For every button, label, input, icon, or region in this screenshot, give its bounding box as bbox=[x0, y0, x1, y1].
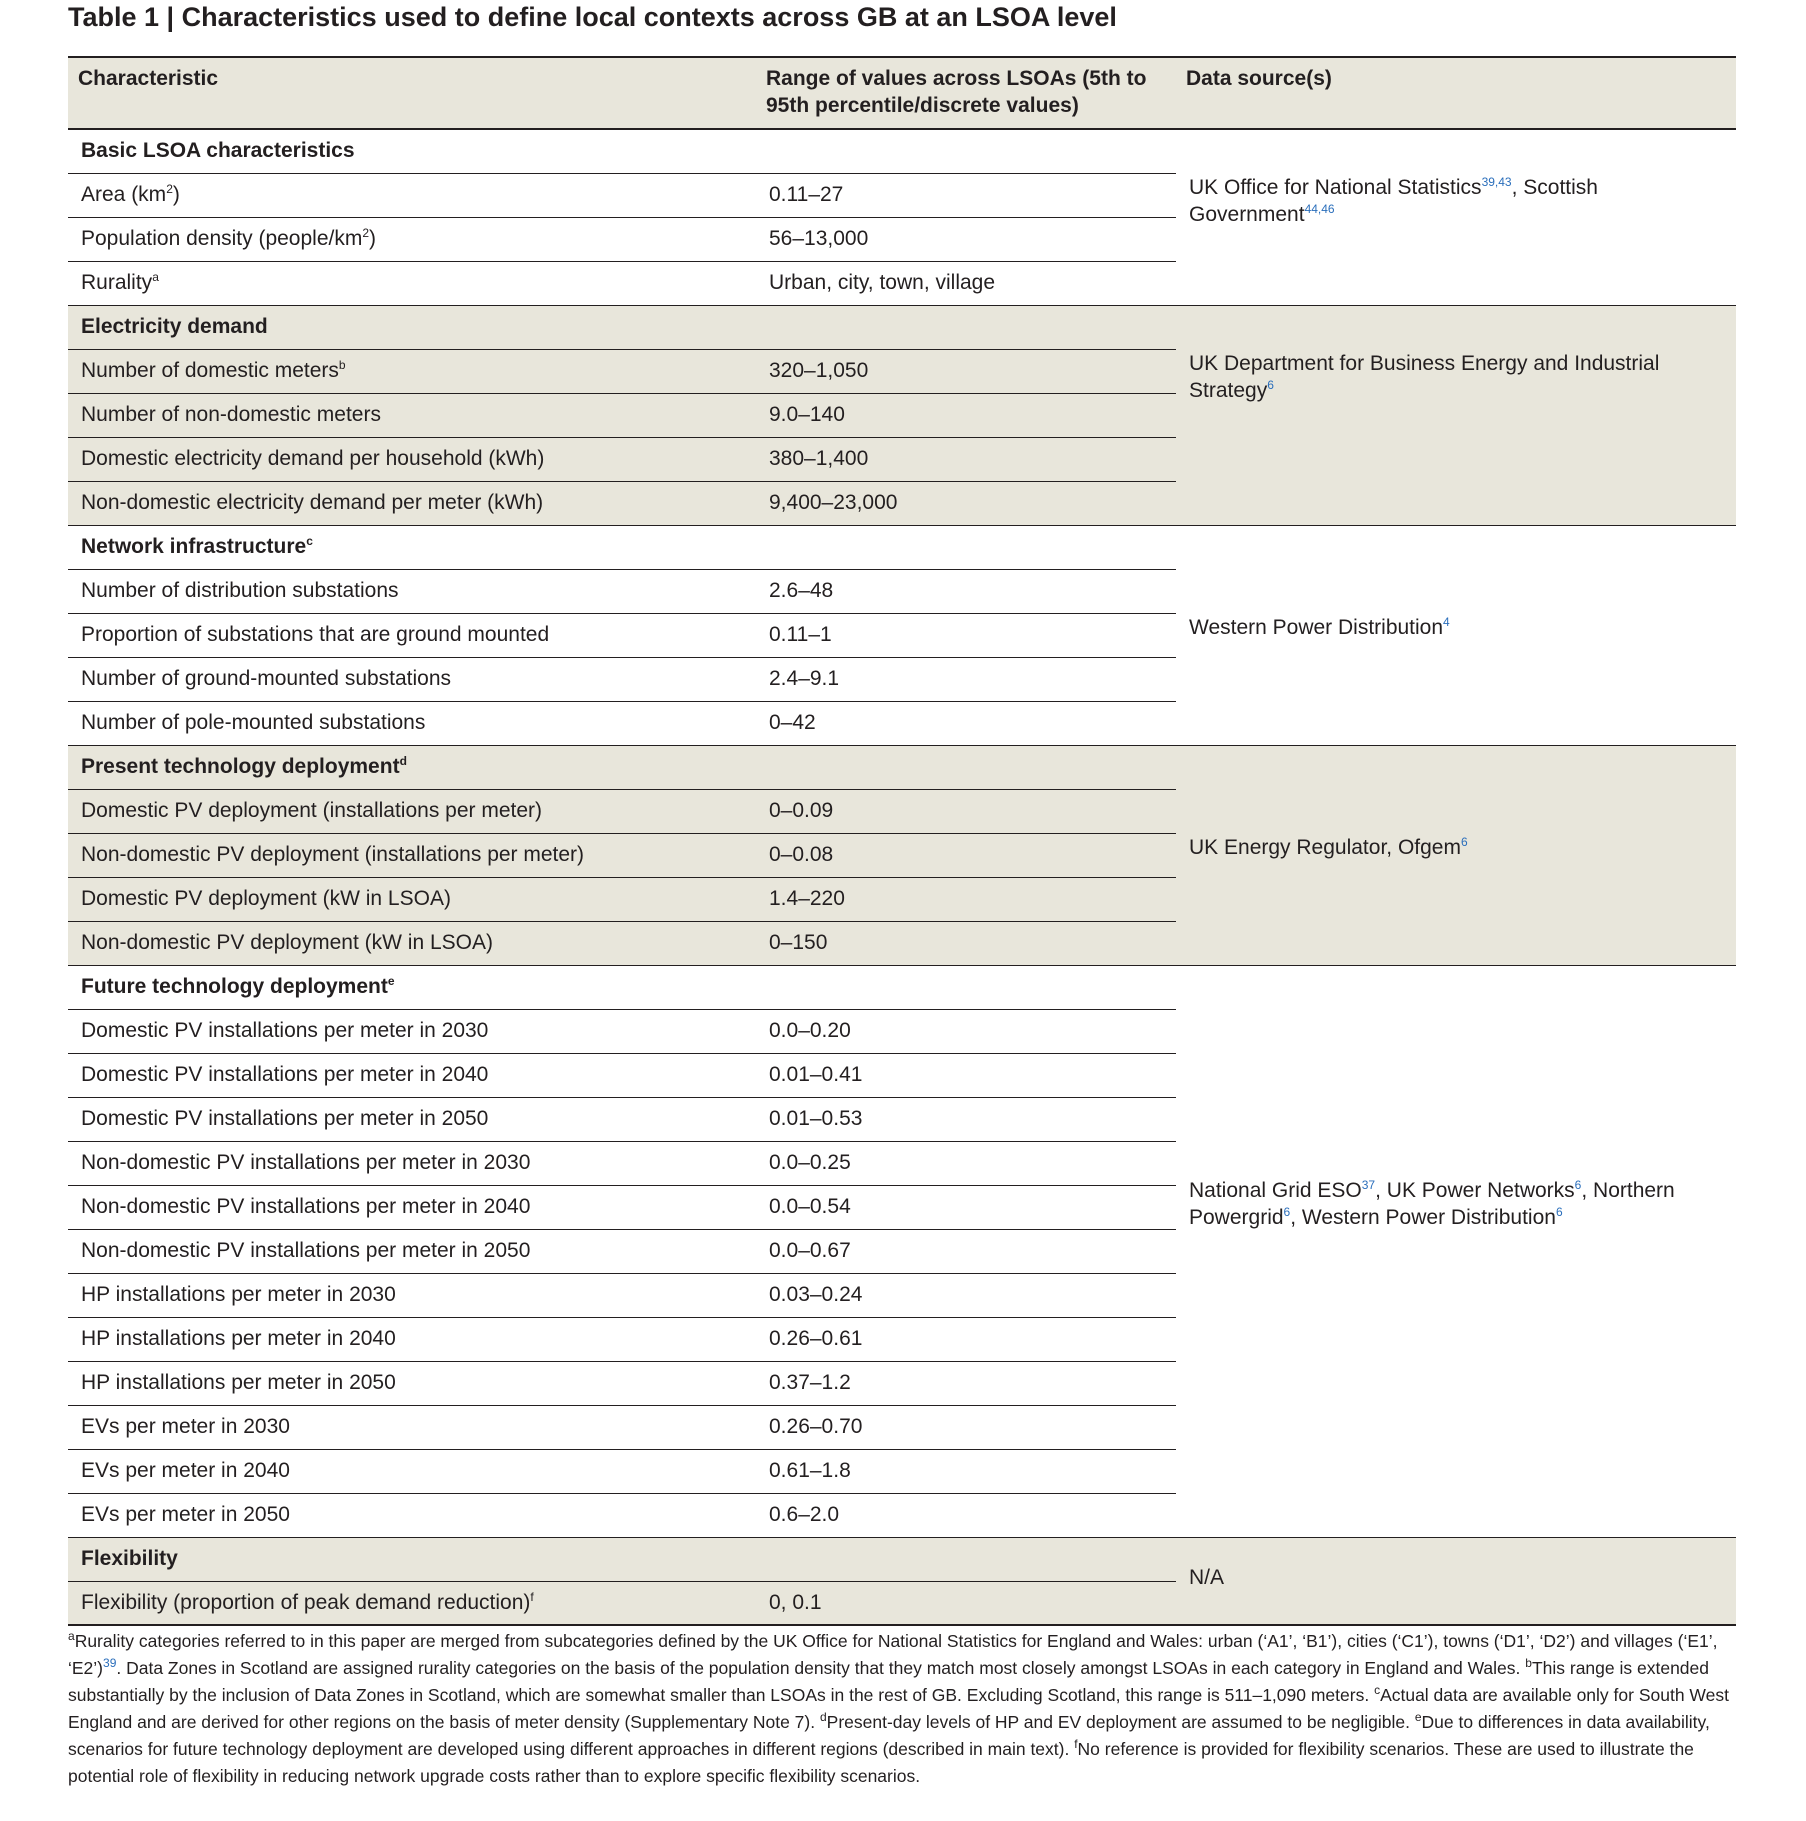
footnote-text bbox=[68, 1628, 1736, 1790]
footnote-part: Actual data are available only for South West England and are derived for other regions on the basis of meter density (Supplementary Note 7). bbox=[68, 1685, 1729, 1732]
characteristic-label: Rurality bbox=[81, 271, 153, 294]
data-source-part: N/A bbox=[1189, 1565, 1225, 1589]
characteristic-cell bbox=[68, 1493, 756, 1537]
range-value-cell: 0.37–1.2 bbox=[756, 1361, 1176, 1405]
footnote-part: . Data Zones in Scotland are assigned rurality categories on the basis of the population density that they match most closely amongst LSOAs in each category in England and Wales. bbox=[116, 1658, 1526, 1678]
characteristic-cell bbox=[68, 1009, 756, 1053]
data-source-part: National Grid ESO bbox=[1189, 1178, 1362, 1202]
characteristic-label: Non-domestic PV installations per meter in 2040 bbox=[81, 1195, 531, 1218]
characteristic-cell bbox=[68, 1405, 756, 1449]
footnote-part: Rurality categories referred to in this paper are merged from subcategories defined by the UK Office for National Statistics for England and Wales: urban (‘A1’, ‘B1’), cities (‘C1’), towns (‘D1’, ‘D2’) and villages (‘E1’, ‘E2’) bbox=[68, 1631, 1718, 1678]
section-title-text: Basic LSOA characteristics bbox=[81, 139, 355, 163]
characteristics-table bbox=[68, 56, 1736, 1626]
data-source-text bbox=[1189, 526, 1716, 641]
characteristic-label: Domestic PV deployment (installations per meter) bbox=[81, 799, 543, 822]
range-value-cell: 9,400–23,000 bbox=[756, 481, 1176, 525]
range-value-cell: 0.26–0.61 bbox=[756, 1317, 1176, 1361]
range-value-cell: 2.6–48 bbox=[756, 569, 1176, 613]
characteristic-cell bbox=[68, 657, 756, 701]
characteristic-label: Number of pole-mounted substations bbox=[81, 711, 426, 734]
range-value-cell: 9.0–140 bbox=[756, 393, 1176, 437]
section-range-empty bbox=[756, 525, 1176, 569]
data-source-text bbox=[1189, 746, 1716, 861]
range-value-cell: 2.4–9.1 bbox=[756, 657, 1176, 701]
header-range: Range of values across LSOAs (5th to 95th percentile/discrete values) bbox=[756, 57, 1176, 129]
characteristic-superscript: b bbox=[338, 358, 346, 372]
characteristic-label: Domestic PV deployment (kW in LSOA) bbox=[81, 887, 451, 910]
characteristic-cell bbox=[68, 1273, 756, 1317]
characteristic-label: Number of domestic meters bbox=[81, 359, 339, 382]
characteristic-label: EVs per meter in 2030 bbox=[81, 1415, 290, 1438]
characteristic-label: Non-domestic PV deployment (kW in LSOA) bbox=[81, 931, 493, 954]
characteristic-cell bbox=[68, 1229, 756, 1273]
data-source-part: , Northern Powergrid bbox=[1189, 1178, 1675, 1229]
footnote-mark: e bbox=[1414, 1710, 1422, 1725]
range-value-cell: 0–150 bbox=[756, 921, 1176, 965]
characteristic-label: Domestic electricity demand per household (kWh) bbox=[81, 447, 545, 470]
section-row bbox=[68, 525, 1736, 569]
characteristic-cell bbox=[68, 921, 756, 965]
data-source-cell bbox=[1176, 1537, 1736, 1625]
characteristic-cell bbox=[68, 393, 756, 437]
data-source-text bbox=[1189, 1538, 1716, 1591]
reference-number: 6 bbox=[1267, 377, 1274, 392]
section-title-text: Flexibility bbox=[81, 1547, 178, 1570]
header-source: Data source(s) bbox=[1176, 57, 1736, 129]
data-source-cell bbox=[1176, 129, 1736, 305]
characteristic-cell bbox=[68, 1581, 756, 1625]
data-source-cell bbox=[1176, 745, 1736, 965]
characteristic-cell bbox=[68, 613, 756, 657]
characteristic-label: Non-domestic electricity demand per meter (kWh) bbox=[81, 491, 544, 514]
footnote-part: Present-day levels of HP and EV deployment are assumed to be negligible. bbox=[826, 1712, 1415, 1732]
characteristic-cell bbox=[68, 877, 756, 921]
section-title-text: Present technology deployment bbox=[81, 755, 400, 778]
section-range-empty bbox=[756, 1537, 1176, 1581]
characteristic-cell bbox=[68, 173, 756, 217]
characteristic-label: Area (km bbox=[81, 183, 167, 206]
range-value-cell: Urban, city, town, village bbox=[756, 261, 1176, 305]
characteristic-label: Number of distribution substations bbox=[81, 579, 399, 602]
characteristic-superscript: a bbox=[152, 270, 159, 284]
data-source-cell bbox=[1176, 525, 1736, 745]
section-range-empty bbox=[756, 745, 1176, 789]
characteristic-label: Flexibility (proportion of peak demand reduction) bbox=[81, 1590, 531, 1614]
range-value-cell: 0.6–2.0 bbox=[756, 1493, 1176, 1537]
characteristic-label: Non-domestic PV installations per meter in 2030 bbox=[81, 1151, 531, 1174]
footnote-part: This range is extended substantially by the inclusion of Data Zones in Scotland, which are somewhat smaller than LSOAs in the rest of GB. Excluding Scotland, this range is 511–1,090 meters. bbox=[68, 1658, 1710, 1705]
characteristic-cell bbox=[68, 1449, 756, 1493]
reference-number: 37 bbox=[1361, 1177, 1376, 1192]
section-title bbox=[68, 745, 756, 789]
characteristic-cell bbox=[68, 833, 756, 877]
range-value-cell: 0, 0.1 bbox=[756, 1581, 1176, 1625]
range-value-cell: 0.11–1 bbox=[756, 613, 1176, 657]
range-value-cell: 320–1,050 bbox=[756, 349, 1176, 393]
characteristic-cell bbox=[68, 1097, 756, 1141]
section-title bbox=[68, 525, 756, 569]
range-value-cell: 0.0–0.54 bbox=[756, 1185, 1176, 1229]
reference-number: 39 bbox=[103, 1656, 117, 1671]
section-row bbox=[68, 745, 1736, 789]
section-title-footnote-mark: e bbox=[387, 974, 395, 988]
section-title-text: Electricity demand bbox=[81, 315, 268, 338]
footnote-mark: d bbox=[819, 1710, 827, 1725]
section-row bbox=[68, 305, 1736, 349]
data-source-part: , Scottish Government bbox=[1189, 176, 1598, 226]
characteristic-superscript: 2 bbox=[362, 226, 370, 240]
characteristic-label: Non-domestic PV installations per meter in 2050 bbox=[81, 1239, 531, 1262]
characteristic-cell bbox=[68, 1141, 756, 1185]
characteristic-cell bbox=[68, 1317, 756, 1361]
reference-number: 6 bbox=[1460, 834, 1468, 849]
characteristic-cell bbox=[68, 701, 756, 745]
data-source-text bbox=[1189, 966, 1716, 1231]
characteristic-cell bbox=[68, 437, 756, 481]
table-header-row bbox=[68, 57, 1736, 129]
range-value-cell: 0.01–0.41 bbox=[756, 1053, 1176, 1097]
characteristic-label: Population density (people/km bbox=[81, 227, 363, 250]
footnote-part: Due to differences in data availability, scenarios for future technology deployment are developed using different approaches in different regions (described in main text). bbox=[68, 1712, 1710, 1759]
reference-number: 39,43 bbox=[1481, 175, 1512, 189]
section-title-text: Future technology deployment bbox=[81, 975, 388, 998]
section-range-empty bbox=[756, 305, 1176, 349]
reference-number: 6 bbox=[1555, 1204, 1563, 1219]
footnote-mark: f bbox=[1074, 1737, 1078, 1752]
characteristic-label: Number of ground-mounted substations bbox=[81, 667, 452, 690]
characteristic-label: EVs per meter in 2040 bbox=[81, 1459, 290, 1482]
characteristic-cell bbox=[68, 349, 756, 393]
footnote-mark: a bbox=[68, 1629, 75, 1644]
characteristic-label-suffix: ) bbox=[172, 183, 180, 206]
range-value-cell: 0.26–0.70 bbox=[756, 1405, 1176, 1449]
data-source-part: UK Office for National Statistics bbox=[1189, 176, 1482, 199]
section-title bbox=[68, 965, 756, 1009]
characteristic-cell bbox=[68, 789, 756, 833]
characteristic-cell bbox=[68, 261, 756, 305]
range-value-cell: 56–13,000 bbox=[756, 217, 1176, 261]
data-source-text bbox=[1189, 130, 1716, 228]
characteristic-label: Domestic PV installations per meter in 2030 bbox=[81, 1019, 489, 1042]
section-row bbox=[68, 129, 1736, 173]
section-title-footnote-mark: c bbox=[306, 534, 313, 548]
characteristic-cell bbox=[68, 481, 756, 525]
characteristic-cell bbox=[68, 1053, 756, 1097]
section-title bbox=[68, 305, 756, 349]
section-title bbox=[68, 129, 756, 173]
range-value-cell: 0–42 bbox=[756, 701, 1176, 745]
characteristic-label: HP installations per meter in 2030 bbox=[81, 1283, 396, 1306]
header-characteristic: Characteristic bbox=[68, 57, 756, 129]
reference-number: 44,46 bbox=[1304, 202, 1335, 216]
section-title bbox=[68, 1537, 756, 1581]
characteristic-label: Proportion of substations that are ground mounted bbox=[81, 623, 550, 646]
table-body bbox=[68, 129, 1736, 1625]
data-source-cell bbox=[1176, 305, 1736, 525]
characteristic-label: HP installations per meter in 2040 bbox=[81, 1327, 396, 1350]
data-source-part: UK Energy Regulator, Ofgem bbox=[1189, 835, 1461, 859]
range-value-cell: 380–1,400 bbox=[756, 437, 1176, 481]
data-source-part: Western Power Distribution bbox=[1189, 615, 1444, 639]
range-value-cell: 0.0–0.25 bbox=[756, 1141, 1176, 1185]
characteristic-label: Non-domestic PV deployment (installations per meter) bbox=[81, 843, 585, 866]
characteristic-label-suffix: ) bbox=[369, 227, 377, 250]
range-value-cell: 0–0.08 bbox=[756, 833, 1176, 877]
characteristic-label: Number of non-domestic meters bbox=[81, 403, 381, 426]
data-source-text bbox=[1189, 306, 1716, 404]
range-value-cell: 1.4–220 bbox=[756, 877, 1176, 921]
characteristic-cell bbox=[68, 569, 756, 613]
range-value-cell: 0.0–0.67 bbox=[756, 1229, 1176, 1273]
table-title: Table 1 | Characteristics used to define local contexts across GB at an LSOA level bbox=[68, 2, 1117, 32]
reference-number: 6 bbox=[1574, 1177, 1582, 1192]
data-source-part: , Western Power Distribution bbox=[1290, 1205, 1556, 1229]
footnote-mark: b bbox=[1525, 1656, 1532, 1671]
characteristic-superscript: 2 bbox=[166, 182, 173, 196]
range-value-cell: 0.0–0.20 bbox=[756, 1009, 1176, 1053]
characteristic-cell bbox=[68, 1361, 756, 1405]
section-title-text: Network infrastructure bbox=[81, 535, 307, 558]
section-title-footnote-mark: d bbox=[399, 754, 407, 768]
characteristic-cell bbox=[68, 1185, 756, 1229]
reference-number: 4 bbox=[1443, 614, 1450, 629]
table-footnotes bbox=[68, 1628, 1736, 1790]
characteristic-cell bbox=[68, 217, 756, 261]
range-value-cell: 0.03–0.24 bbox=[756, 1273, 1176, 1317]
range-value-cell: 0.01–0.53 bbox=[756, 1097, 1176, 1141]
characteristic-label: HP installations per meter in 2050 bbox=[81, 1371, 396, 1394]
range-value-cell: 0–0.09 bbox=[756, 789, 1176, 833]
reference-number: 6 bbox=[1283, 1204, 1291, 1219]
footnote-mark: c bbox=[1374, 1683, 1381, 1698]
range-value-cell: 0.11–27 bbox=[756, 173, 1176, 217]
data-source-cell bbox=[1176, 965, 1736, 1537]
section-row bbox=[68, 1537, 1736, 1581]
section-range-empty bbox=[756, 129, 1176, 173]
characteristic-superscript: f bbox=[530, 1589, 534, 1604]
section-row bbox=[68, 965, 1736, 1009]
data-source-part: UK Department for Business Energy and Industrial Strategy bbox=[1189, 351, 1660, 402]
footnote-part: No reference is provided for flexibility scenarios. These are used to illustrate the potential role of flexibility in reducing network upgrade costs rather than to explore specific flexibility scenarios. bbox=[68, 1739, 1694, 1786]
characteristic-label: Domestic PV installations per meter in 2040 bbox=[81, 1063, 489, 1086]
characteristic-label: EVs per meter in 2050 bbox=[81, 1503, 290, 1526]
range-value-cell: 0.61–1.8 bbox=[756, 1449, 1176, 1493]
section-range-empty bbox=[756, 965, 1176, 1009]
data-source-part: , UK Power Networks bbox=[1375, 1178, 1575, 1202]
characteristic-label: Domestic PV installations per meter in 2050 bbox=[81, 1107, 489, 1130]
